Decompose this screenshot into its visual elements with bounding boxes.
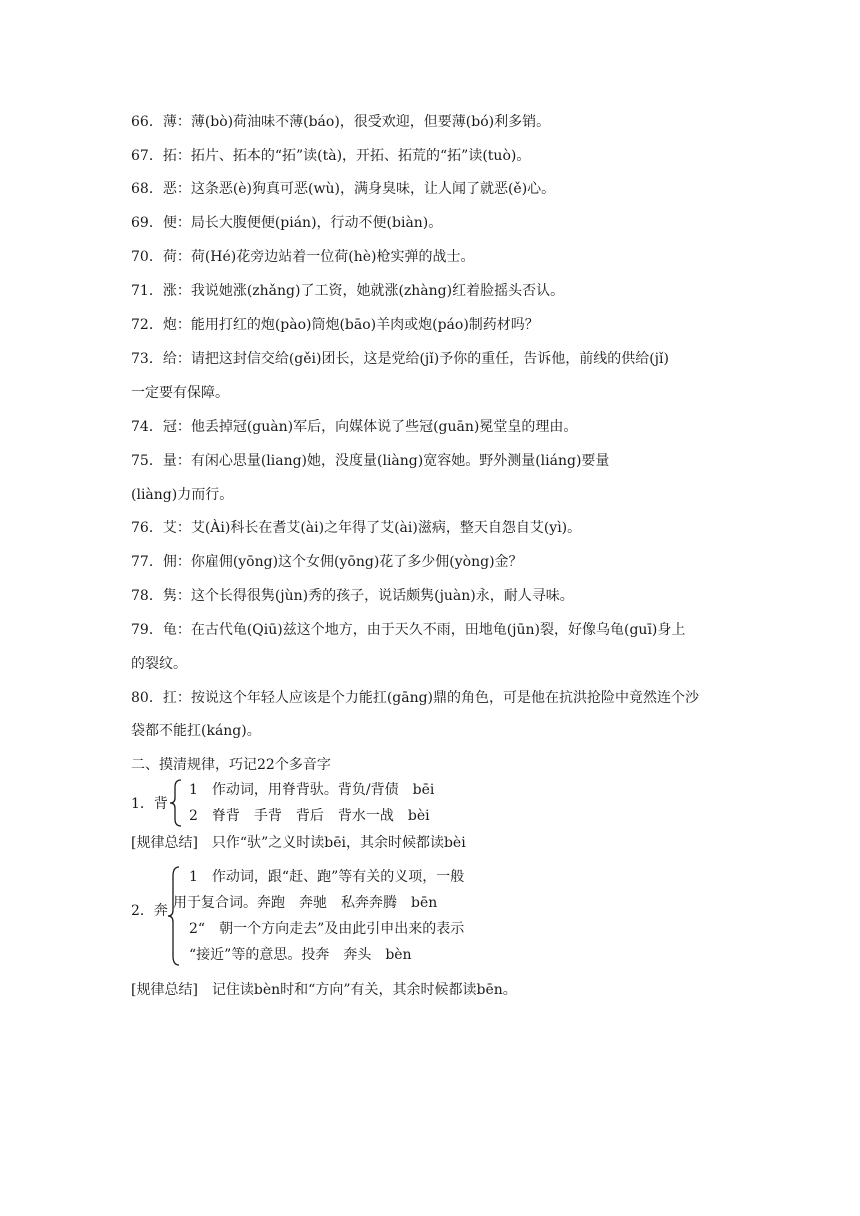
entry-70: 70．荷：荷(Hé)花旁边站着一位荷(hè)枪实弹的战士。 bbox=[131, 249, 475, 265]
entry-67: 67．拓：拓片、拓本的“拓”读(tà)，开拓、拓荒的“拓”读(tuò)。 bbox=[131, 148, 531, 164]
entry-75-cont: (liàng)力而行。 bbox=[131, 487, 234, 503]
group1-line2: 2 脊背 手背 背后 背水一战 bèi bbox=[189, 808, 430, 824]
entry-72: 72．炮：能用打红的炮(pào)筒炮(bāo)羊肉或炮(páo)制药材吗？ bbox=[131, 317, 539, 333]
entry-77: 77．佣：你雇佣(yōng)这个女佣(yōng)花了多少佣(yòng)金？ bbox=[131, 554, 523, 570]
entry-69: 69．便：局长大腹便便(pián)，行动不便(biàn)。 bbox=[131, 215, 443, 231]
group2-label: 2．奔 bbox=[131, 903, 168, 919]
group1-line1: 1 作动词，用脊背驮。背负/背债 bēi bbox=[189, 782, 435, 798]
group1-brace-icon bbox=[169, 779, 183, 827]
entry-75: 75．量：有闲心思量(liang)她，没度量(liàng)宽容她。野外测量(liáng)要量 bbox=[131, 453, 610, 469]
group1-summary: [规律总结] 只作“驮”之义时读bēi，其余时候都读bèi bbox=[131, 835, 466, 851]
entry-80: 80．扛：按说这个年轻人应该是个力能扛(gāng)鼎的角色，可是他在抗洪抢险中竟然连个沙 bbox=[131, 690, 700, 706]
group2-line4: “接近”等的意思。投奔 奔头 bèn bbox=[189, 947, 412, 963]
group2-line2: 用于复合词。奔跑 奔驰 私奔奔腾 bēn bbox=[173, 895, 438, 911]
entry-76: 76．艾：艾(Ài)科长在耆艾(ài)之年得了艾(ài)滋病，整天自怨自艾(yì)。 bbox=[131, 520, 582, 536]
group1-label: 1．背 bbox=[131, 796, 168, 812]
group2-summary: [规律总结] 记住读bèn时和“方向”有关，其余时候都读bēn。 bbox=[131, 982, 517, 998]
entry-71: 71．涨：我说她涨(zhǎng)了工资，她就涨(zhàng)红着脸摇头否认。 bbox=[131, 283, 565, 299]
group2-brace-icon bbox=[167, 866, 181, 966]
entry-68: 68．恶：这条恶(è)狗真可恶(wù)，满身臭味，让人闻了就恶(ě)心。 bbox=[131, 181, 556, 197]
entry-73: 73．给：请把这封信交给(gěi)团长，这是党给(jǐ)予你的重任，告诉他，前线的供给(jǐ) bbox=[131, 351, 669, 367]
entry-80-cont: 袋都不能扛(káng)。 bbox=[131, 723, 261, 739]
entry-79-cont: 的裂纹。 bbox=[131, 656, 187, 672]
group2-line1: 1 作动词，跟“赶、跑”等有关的义项，一般 bbox=[189, 869, 465, 885]
entry-78: 78．隽：这个长得很隽(jùn)秀的孩子，说话颇隽(juàn)永，耐人寻味。 bbox=[131, 588, 574, 604]
section-title: 二、摸清规律，巧记22个多音字 bbox=[131, 757, 331, 773]
entry-73-cont: 一定要有保障。 bbox=[131, 385, 229, 401]
entry-66: 66．薄：薄(bò)荷油味不薄(báo)，很受欢迎，但要薄(bó)利多销。 bbox=[131, 114, 551, 130]
entry-79: 79．龟：在古代龟(Qiū)兹这个地方，由于天久不雨，田地龟(jūn)裂，好像乌龟(guī)身上 bbox=[131, 622, 686, 638]
group2-line3: 2“ 朝一个方向走去”及由此引申出来的表示 bbox=[189, 921, 465, 937]
entry-74: 74．冠：他丢掉冠(guàn)军后，向媒体说了些冠(guān)冕堂皇的理由。 bbox=[131, 419, 578, 435]
